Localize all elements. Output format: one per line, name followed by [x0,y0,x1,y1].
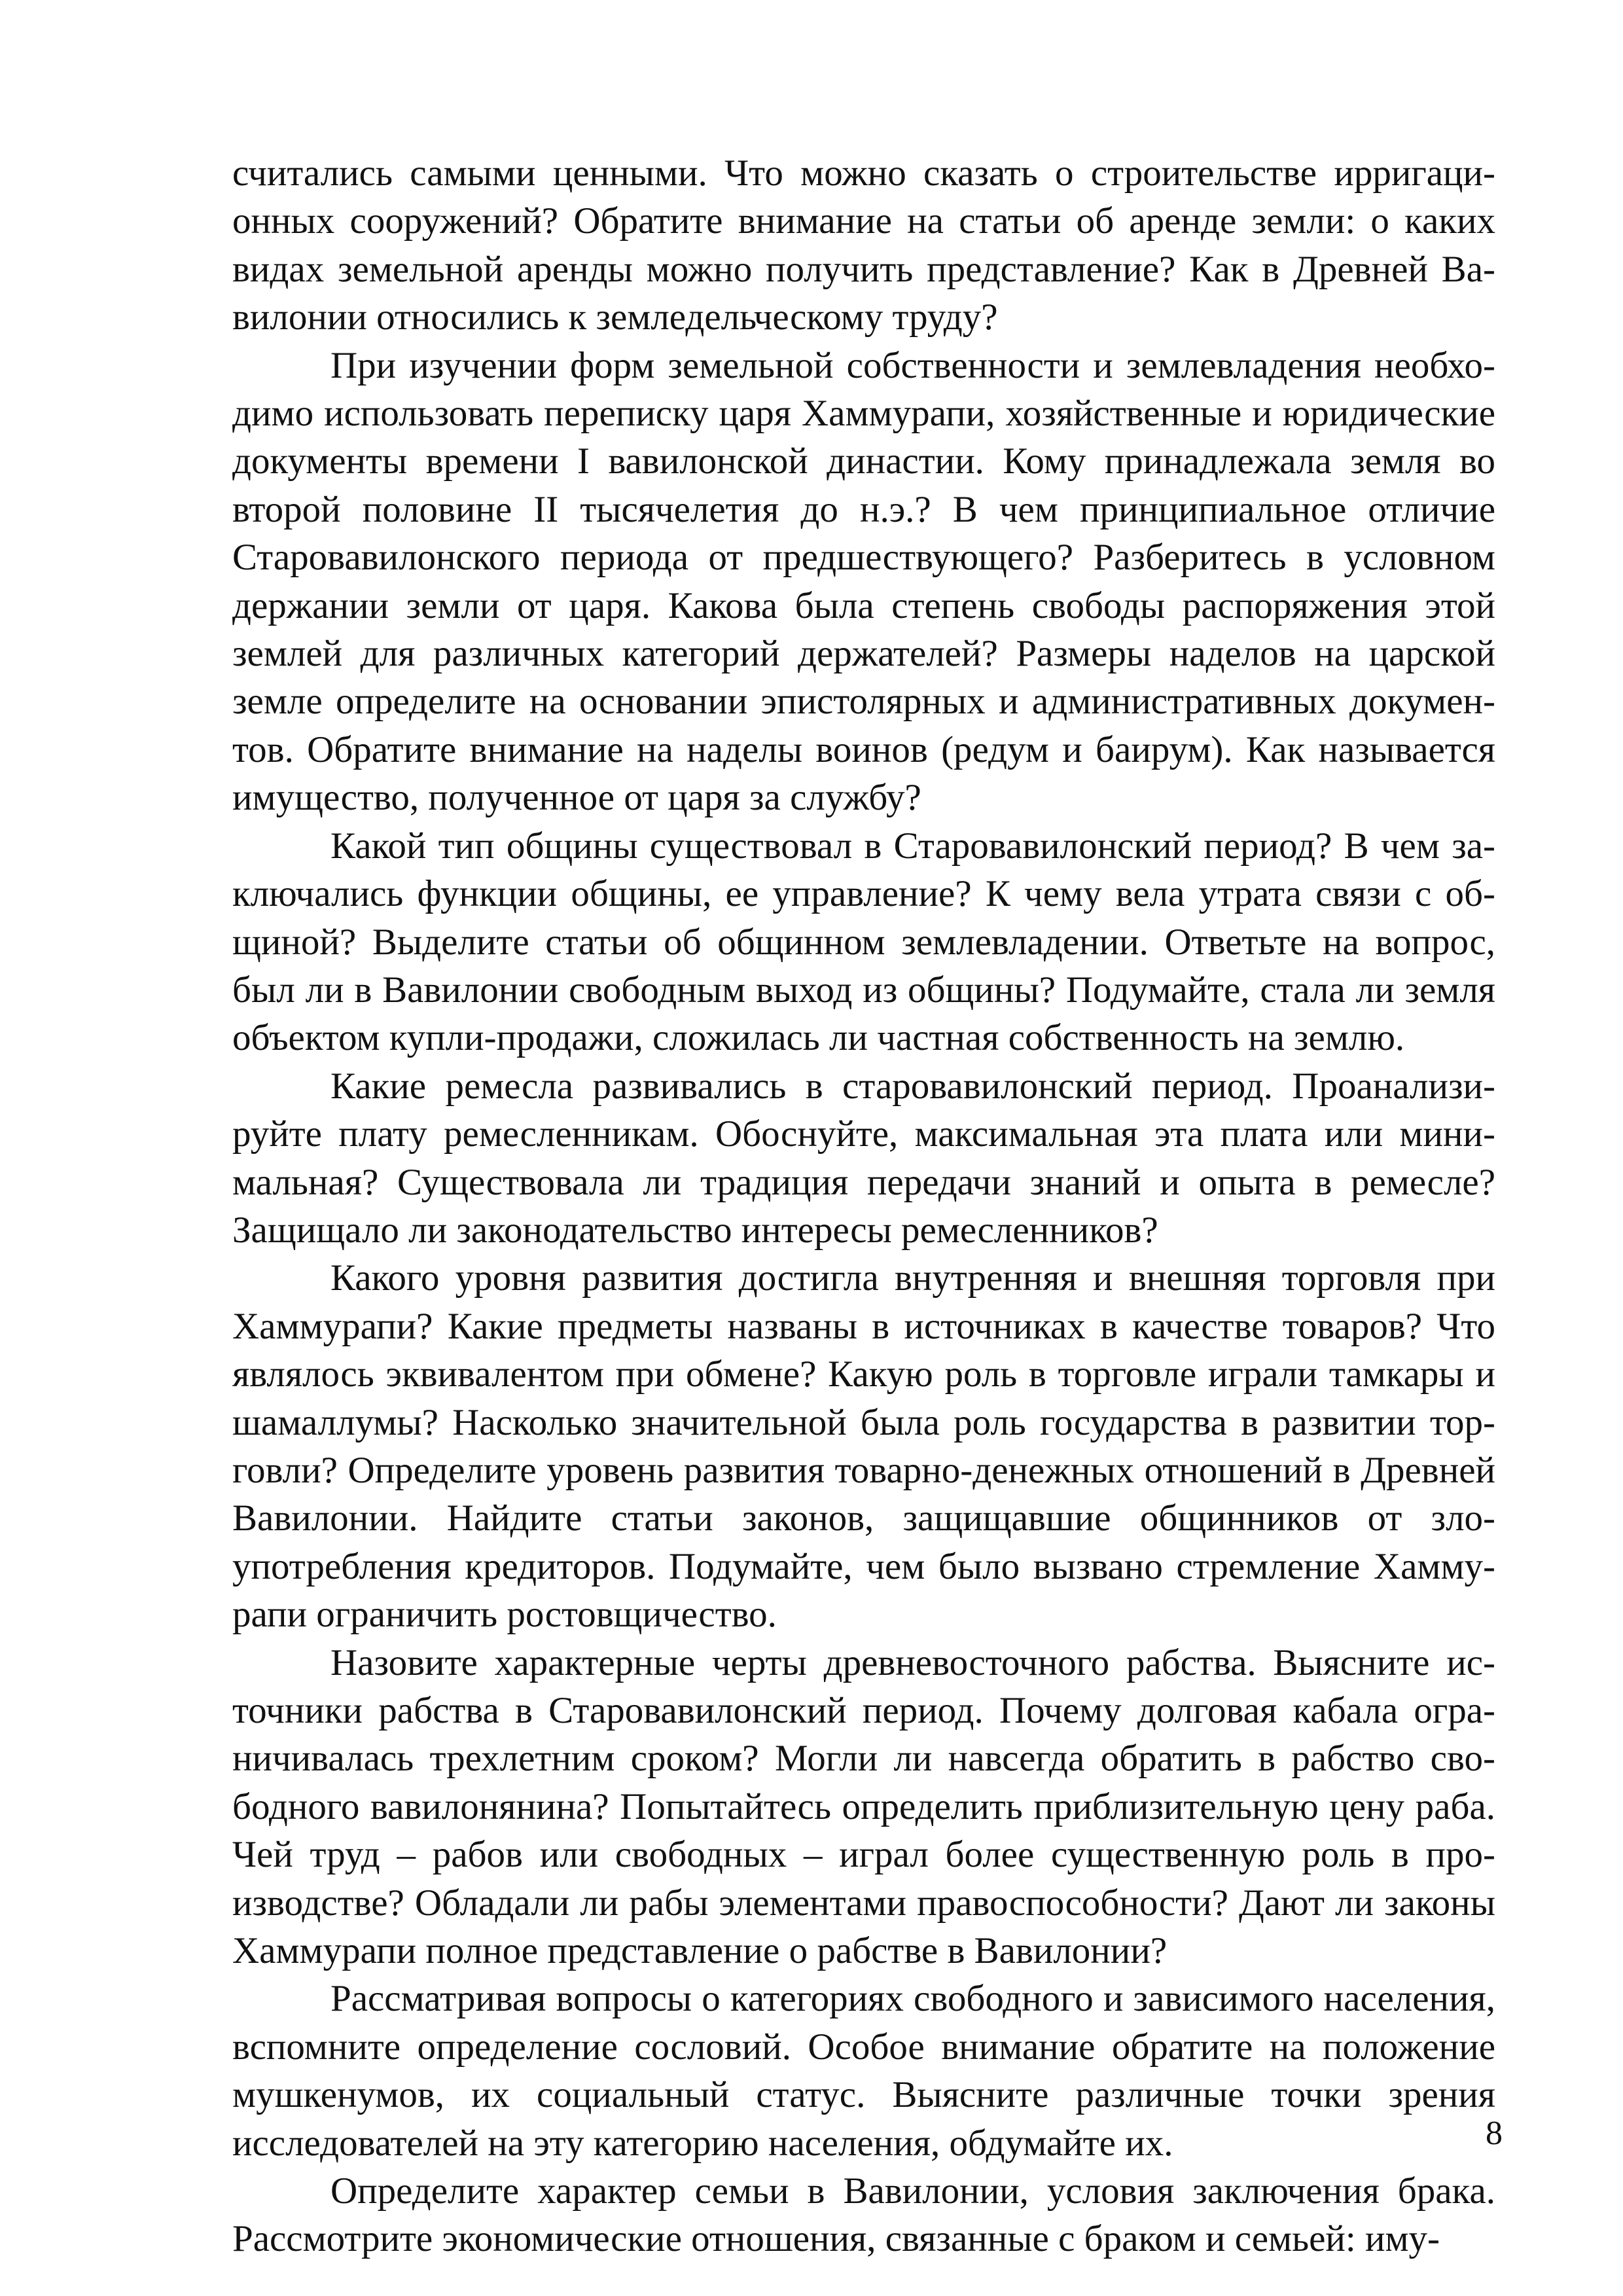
paragraph-4: Какие ремесла развивались в старовавилонский период. Проанализируйте плату ремесленникам. Обоснуйте, максимальная эта плата или минимальная? Существовала ли традиция передачи знаний и опыта в ремесле? Защищало ли законодательство интересы ремесленников? [232,1065,1495,1251]
paragraph-7: Рассматривая вопросы о категориях свободного и зависимого населения, вспомните определение сословий. Особое внимание обратите на положение мушкенумов, их социальный статус. Выясните различные точки зрения исследователей на эту категорию населения, обдумайте их. [232,1978,1495,2164]
paragraph-6: Назовите характерные черты древневосточного рабства. Выясните источники рабства в Старовавилонский период. Почему долговая кабала ограничивалась трехлетним сроком? Могли ли навсегда обратить в рабство свободного вавилонянина? Попытайтесь определить приблизительную цену раба. Чей труд – рабов или свободных – играл более существенную роль в производстве? Обладали ли рабы элементами правоспособности? Дают ли законы Хаммурапи полное представление о рабстве в Вавилонии? [232,1641,1495,1972]
paragraph-5: Какого уровня развития достигла внутренняя и внешняя торговля при Хаммурапи? Какие предметы названы в источниках в качестве товаров? Что являлось эквивалентом при обмене? Какую роль в торговле играли тамкары и шамаллумы? Насколько значительной была роль государства в развитии торговли? Определите уровень развития товарно-денежных отношений в Древней Вавилонии. Найдите статьи законов, защищавшие общинников от злоупотребления кредиторов. Подумайте, чем было вызвано стремление Хаммурапи ограничить ростовщичество. [232,1257,1495,1636]
page-number: 8 [1486,2115,1503,2152]
paragraph-8: Определите характер семьи в Вавилонии, условия заключения брака. Рассмотрите экономические отношения, связанные с браком и семьей: иму- [232,2170,1495,2260]
paragraph-3: Какой тип общины существовал в Старовавилонский период? В чем заключались функции общины, ее управление? К чему вела утрата связи с общиной? Выделите статьи об общинном землевладении. Ответьте на вопрос, был ли в Вавилонии свободным выход из общины? Подумайте, стала ли земля объектом купли-продажи, сложилась ли частная собственность на землю. [232,825,1495,1059]
body-text [232,149,1495,2263]
paragraph-2: При изучении форм земельной собственности и землевладения необходимо использовать переписку царя Хаммурапи, хозяйственные и юридические документы времени I вавилонской династии. Кому принадлежала земля во второй половине II тысячелетия до н.э.? В чем принципиальное отличие Старовавилонского периода от предшествующего? Разберитесь в условном держании земли от царя. Какова была степень свободы распоряжения этой землей для различных категорий держателей? Размеры наделов на царской земле определите на основании эпистолярных и административных документов. Обратите внимание на наделы воинов (редум и баирум). Как называется имущество, полученное от царя за службу? [232,344,1495,819]
paragraph-1: считались самыми ценными. Что можно сказать о строительстве ирригационных сооружений? Обратите внимание на статьи об аренде земли: о каких видах земельной аренды можно получить представление? Как в Древней Вавилонии относились к земледельческому труду? [232,152,1495,338]
